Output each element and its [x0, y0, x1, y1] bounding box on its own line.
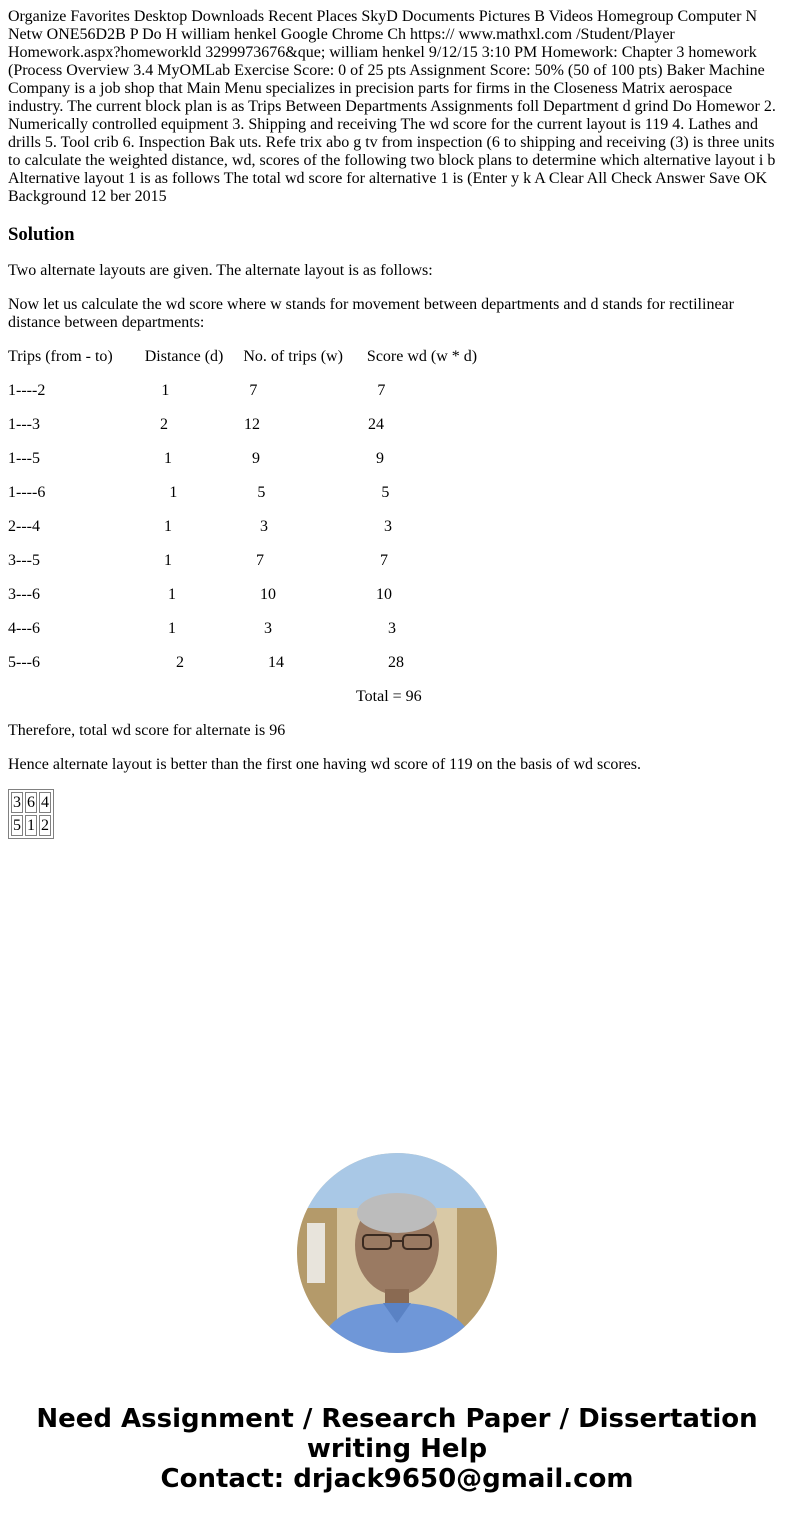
trips-table-row: 1---3 2 12 24 — [8, 416, 384, 433]
promo-footer — [0, 1404, 794, 1494]
author-avatar — [297, 1153, 497, 1353]
footer-contact: Contact: drjack9650@gmail.com — [160, 1464, 634, 1494]
layout-grid-cell: 4 — [39, 792, 51, 813]
solution-page — [8, 8, 786, 839]
footer-line: writing Help — [306, 1434, 488, 1464]
trips-table-row: 5---6 2 14 28 — [8, 654, 404, 671]
trips-table-header: Trips (from - to) Distance (d) No. of trips (w) Score wd (w * d) — [8, 348, 478, 365]
layout-grid-cell: 6 — [25, 792, 37, 813]
trips-table-row: 3---5 1 7 7 — [8, 552, 388, 569]
layout-grid-row — [11, 815, 51, 836]
trips-table-row: 2---4 1 3 3 — [8, 518, 392, 535]
author-photo — [297, 1153, 497, 1353]
layout-grid-cell: 1 — [25, 815, 37, 836]
trips-table — [8, 348, 786, 706]
conclusion-text: Therefore, total wd score for alternate is 96 — [8, 722, 286, 739]
layout-grid-cell: 5 — [11, 815, 23, 836]
layout-grid-cell: 3 — [11, 792, 23, 813]
trips-table-row: 1----6 1 5 5 — [8, 484, 390, 501]
intro-text: Two alternate layouts are given. The alternate layout is as follows: — [8, 262, 433, 279]
explanation-text: Now let us calculate the wd score where w stands for movement between departments and d stands for rectilinear distance between departments: — [8, 296, 734, 331]
layout-grid-row — [11, 792, 51, 813]
solution-heading: Solution — [8, 224, 75, 245]
conclusion-text: Hence alternate layout is better than the first one having wd score of 119 on the basis of wd scores. — [8, 756, 641, 773]
total-score: Total = 96 — [356, 688, 422, 705]
layout-grid-cell: 2 — [39, 815, 51, 836]
trips-table-row: 4---6 1 3 3 — [8, 620, 396, 637]
trips-table-row: 1---5 1 9 9 — [8, 450, 384, 467]
trips-table-row: 3---6 1 10 10 — [8, 586, 392, 603]
layout-grid — [8, 789, 54, 839]
question-text: Organize Favorites Desktop Downloads Recent Places SkyD Documents Pictures B Videos Homegroup Computer N Netw ONE56D2B P Do H william henkel Google Chrome Ch https:// www.mathxl.com /Student/Player Homework.aspx?homeworkld 3299973676&que; william henkel 9/12/15 3:10 PM Homework: Chapter 3 homework (Process Overview 3.4 MyOMLab Exercise Score: 0 of 25 pts Assignment Score: 50% (50 of 100 pts) Baker Machine Company is a job shop that Main Menu specializes in precision parts for firms in the Closeness Matrix aerospace industry. The current block plan is as Trips Between Departments Assignments foll Department d grind Do Homewor 2. Numerically controlled equipment 3. Shipping and receiving The wd score for the current layout is 119 4. Lathes and drills 5. Tool crib 6. Inspection Bak uts. Refe trix abo g tv from inspection (6 to shipping and receiving (3) is three units to calculate the weighted distance, wd, scores of the following two block plans to determine which alternative layout i b Alternative layout 1 is as follows The total wd score for alternative 1 is (Enter y k A Clear All Check Answer Save OK Background 12 ber 2015 — [8, 8, 776, 205]
footer-line: Need Assignment / Research Paper / Dissertation — [36, 1404, 758, 1434]
trips-table-row: 1----2 1 7 7 — [8, 382, 386, 399]
